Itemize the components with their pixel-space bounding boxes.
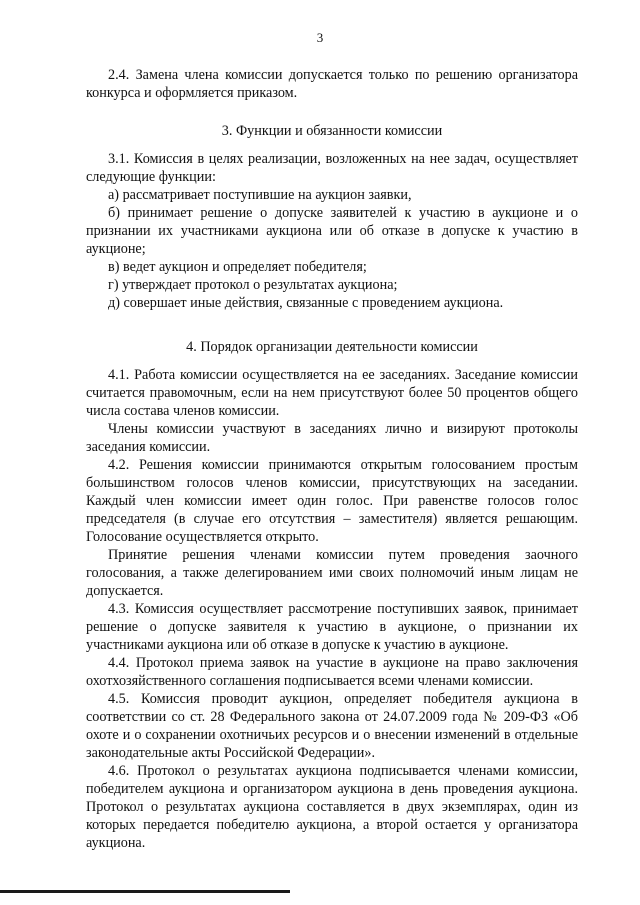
list-item-d: д) совершает иные действия, связанные с проведением аукциона. [108, 295, 504, 311]
paragraph-4-3: 4.3. Комиссия осуществляет рассмотрение поступивших заявок, принимает решение о допуске заявителя к участию в аукционе, о признании их участниками аукциона или об отказе в допуске к участию в аукционе. [86, 601, 578, 653]
page-number: 3 [316, 30, 324, 45]
section-3-heading: 3. Функции и обязанности комиссии [221, 123, 443, 139]
paragraph-4-2-absentee: Принятие решения членами комиссии путем проведения заочного голосования, а также делегированием ими своих полномочий иным лицам не допускается. [86, 547, 578, 599]
list-item-a: а) рассматривает поступившие на аукцион заявки, [108, 187, 412, 203]
section-4-heading: 4. Порядок организации деятельности комиссии [186, 339, 478, 355]
document-body [86, 66, 578, 852]
paragraph-4-4: 4.4. Протокол приема заявок на участие в аукционе на право заключения охотхозяйственного соглашения подписывается всеми членами комиссии. [86, 655, 578, 689]
paragraph-4-5: 4.5. Комиссия проводит аукцион, определяет победителя аукциона в соответствии со ст. 28 Федерального закона от 24.07.2009 года № 209-ФЗ «Об охоте и о сохранении охотничьих ресурсов и о внесении изменений в отдельные законодательные акты Российской Федерации». [86, 691, 578, 761]
paragraph-2-4: 2.4. Замена члена комиссии допускается только по решению организатора конкурса и оформляется приказом. [86, 67, 578, 101]
list-item-v: в) ведет аукцион и определяет победителя; [108, 259, 367, 275]
paragraph-4-1-members: Члены комиссии участвуют в заседаниях лично и визируют протоколы заседания комиссии. [86, 421, 578, 455]
paragraph-4-1: 4.1. Работа комиссии осуществляется на ее заседаниях. Заседание комиссии считается правомочным, если на нем присутствуют более 50 процентов общего числа состава членов комиссии. [86, 367, 578, 419]
paragraph-4-6: 4.6. Протокол о результатах аукциона подписывается членами комиссии, победителем аукциона и организатором аукциона в день проведения аукциона. Протокол о результатах аукциона составляется в двух экземплярах, один из которых передается победителю аукциона, а второй остается у организатора аукциона. [86, 763, 578, 851]
list-item-b: б) принимает решение о допуске заявителей к участию в аукционе и о признании их участниками аукциона или об отказе в допуске к участию в аукционе; [86, 205, 578, 257]
paragraph-3-1: 3.1. Комиссия в целях реализации, возложенных на нее задач, осуществляет следующие функции: [86, 151, 578, 185]
paragraph-4-2: 4.2. Решения комиссии принимаются открытым голосованием простым большинством голосов членов комиссии, присутствующих на заседании. Каждый член комиссии имеет один голос. При равенстве голосов голос председателя (в случае его отсутствия – заместителя) является решающим. Голосование осуществляется открыто. [86, 457, 578, 545]
list-item-g: г) утверждает протокол о результатах аукциона; [108, 277, 398, 293]
footer-scan-line [0, 890, 290, 893]
